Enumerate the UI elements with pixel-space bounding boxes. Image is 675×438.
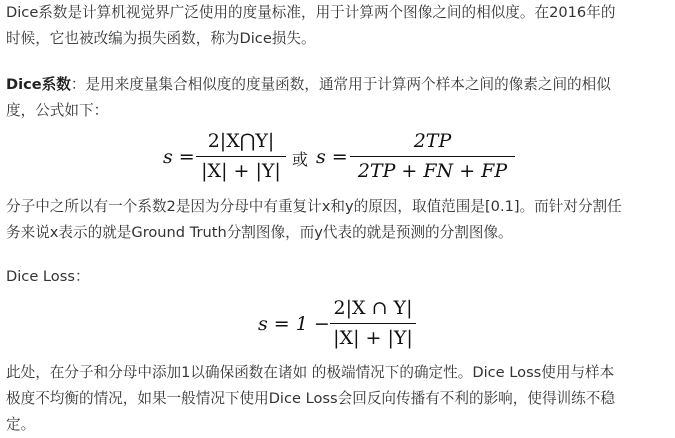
formula2-numerator: 2|X ∩ Y| xyxy=(333,297,413,319)
intro-paragraph xyxy=(6,0,670,52)
formula2-bar xyxy=(330,323,416,324)
conclusion-paragraph xyxy=(6,360,670,438)
formula1-or-word: 或 xyxy=(292,150,309,169)
explanation-line-1: 分子中之所以有一个系数2是因为分母中有重复计x和y的原因，取值范围是[0.1]。而针对分割任 xyxy=(6,198,622,215)
definition-paragraph xyxy=(6,72,670,124)
formula1-fraction-b xyxy=(350,130,515,182)
formula1-bar-a xyxy=(196,156,286,157)
formula1-numerator-b: 2TP xyxy=(413,130,452,152)
formula2-denominator: |X| + |Y| xyxy=(333,327,413,350)
definition-line-2: 度，公式如下： xyxy=(6,102,109,119)
definition-term: Dice系数 xyxy=(6,76,71,93)
dice-loss-heading-text: Dice Loss： xyxy=(6,268,90,285)
formula2-lhs: s = 1 − xyxy=(258,313,330,335)
explanation-line-2: 务来说x表示的就是Ground Truth分割图像，而y代表的就是预测的分割图像。 xyxy=(6,224,513,241)
intro-line-2: 时候，它也被改编为损失函数，称为Dice损失。 xyxy=(6,30,316,47)
formula1-fraction-a xyxy=(196,130,286,182)
conclusion-line-2: 极度不均衡的情况，如果一般情况下使用Dice Loss会回反向传播有不利的影响，使得训练不稳 xyxy=(6,390,615,407)
formula2-fraction xyxy=(330,297,416,349)
formula1-numerator-a: 2|X⋂Y| xyxy=(207,130,275,152)
formula1-lhs-a: s = xyxy=(163,146,195,168)
conclusion-line-3: 定。 xyxy=(6,416,36,433)
formula1-denominator-a: |X| + |Y| xyxy=(201,160,281,183)
dice-loss-heading xyxy=(6,264,670,290)
definition-line-1: ：是用来度量集合相似度的度量函数，通常用于计算两个样本之间的像素之间的相似 xyxy=(70,76,611,93)
formula1-lhs-b: s = xyxy=(316,146,348,168)
intro-line-1: Dice系数是计算机视觉界广泛使用的度量标准，用于计算两个图像之间的相似度。在2016年的 xyxy=(6,4,616,21)
conclusion-line-1: 此处，在分子和分母中添加1以确保函数在诸如 的极端情况下的确定性。Dice Loss使用与样本 xyxy=(6,364,615,381)
explanation-paragraph xyxy=(6,194,670,246)
formula1-bar-b xyxy=(350,156,515,157)
formula1-denominator-b: 2TP + FN + FP xyxy=(357,160,508,183)
